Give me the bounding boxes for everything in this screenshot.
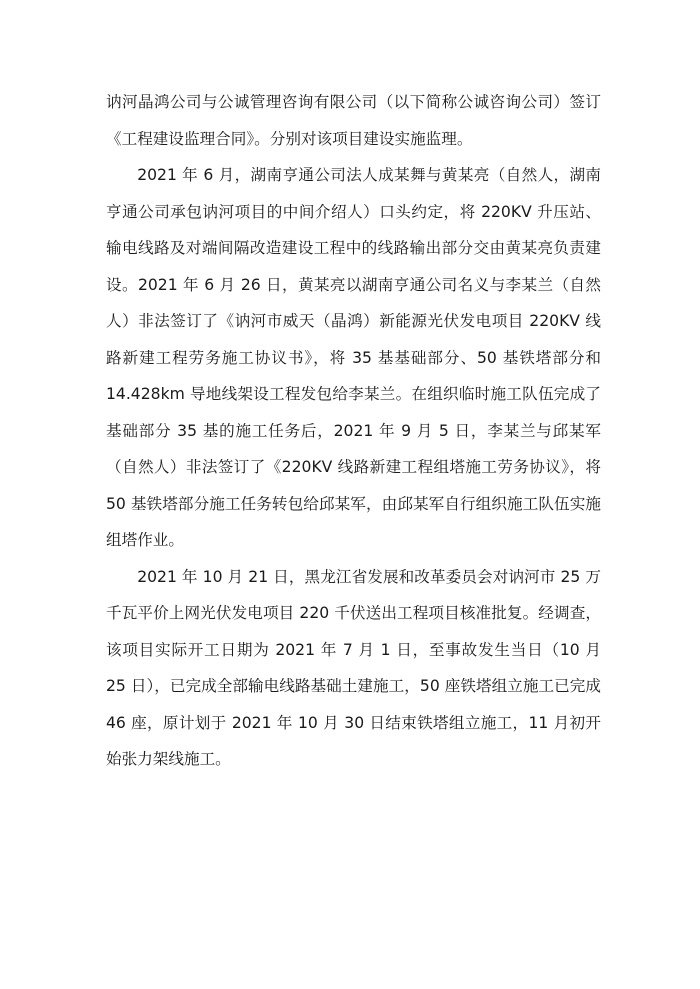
- paragraph-3: 2021 年 10 月 21 日，黑龙江省发展和改革委员会对讷河市 25 万千瓦平价上网光伏发电项目 220 千伏送出工程项目核准批复。经调查，该项目实际开工日期为 2021 年 7 月 1 日，至事故发生当日（10 月 25 日），已完成全部输电线路基础土建施工，50 座铁塔组立施工已完成 46 座，原计划于 2021 年 10 月 30 日结束铁塔组立施工，11 月初开始张力架线施工。: [106, 567, 601, 768]
- paragraph-1: 讷河晶鸿公司与公诚管理咨询有限公司（以下简称公诚咨询公司）签订《工程建设监理合同》。分别对该项目建设实施监理。: [106, 93, 601, 148]
- document-body: [106, 84, 601, 778]
- paragraph-2: 2021 年 6 月，湖南亨通公司法人成某舞与黄某亮（自然人，湖南亨通公司承包讷河项目的中间介绍人）口头约定，将 220KV 升压站、输电线路及对端间隔改造建设工程中的线路输出部分交由黄某亮负责建设。2021 年 6 月 26 日，黄某亮以湖南亨通公司名义与李某兰（自然人）非法签订了《讷河市威天（晶鸿）新能源光伏发电项目 220KV 线路新建工程劳务施工协议书》，将 35 基基础部分、50 基铁塔部分和 14.428km 导地线架设工程发包给李某兰。在组织临时施工队伍完成了基础部分 35 基的施工任务后，2021 年 9 月 5 日，李某兰与邱某军（自然人）非法签订了《220KV 线路新建工程组塔施工劳务协议》，将 50 基铁塔部分施工任务转包给邱某军，由邱某军自行组织施工队伍实施组塔作业。: [106, 166, 601, 549]
